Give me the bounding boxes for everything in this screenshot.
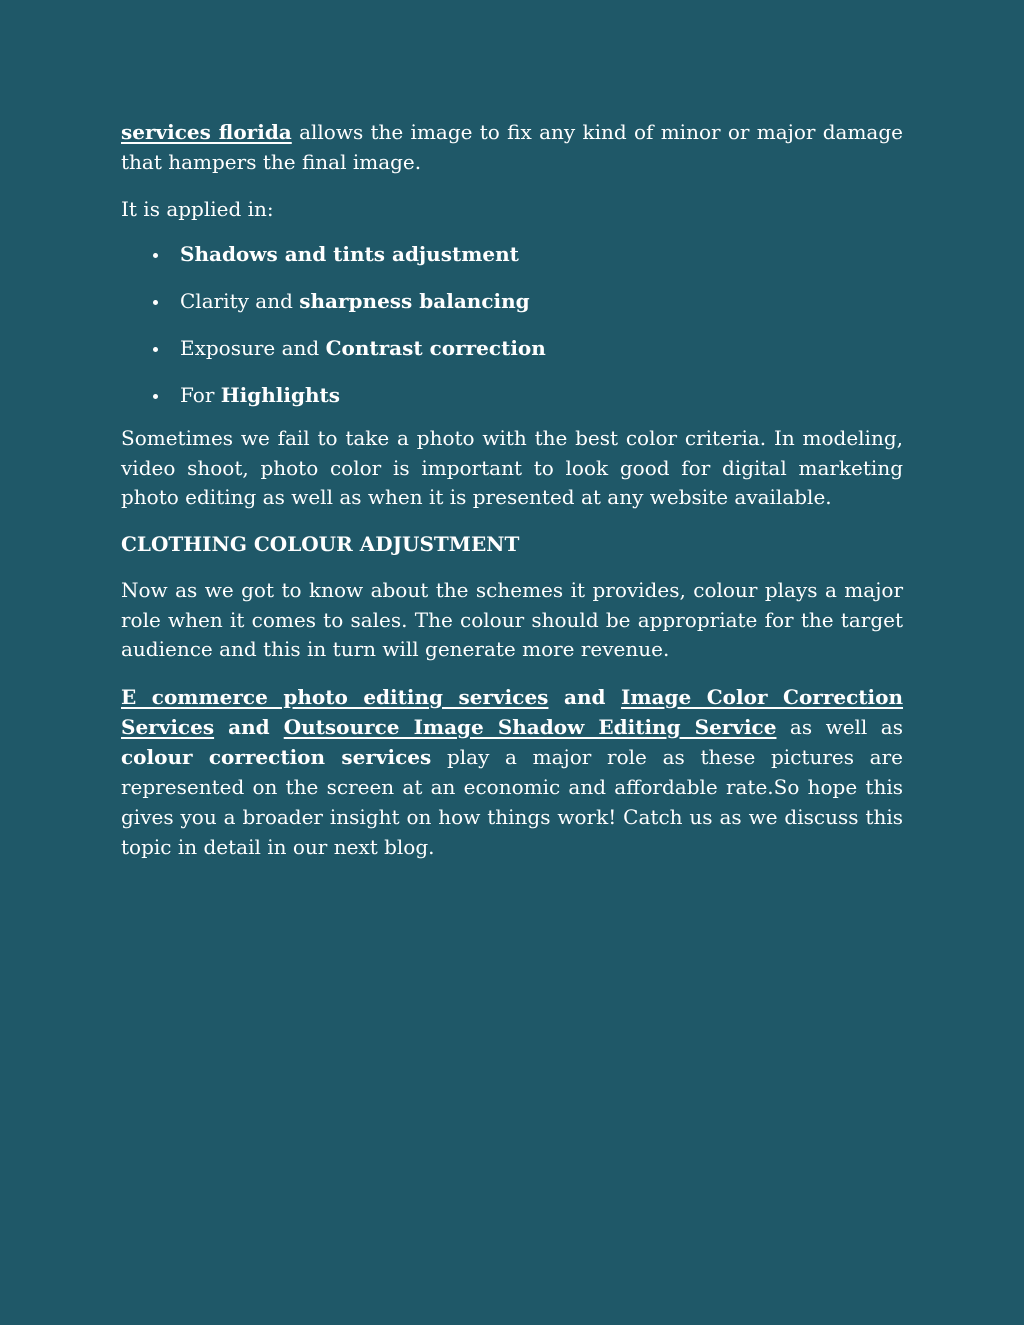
list-item-prefix: Clarity and	[180, 288, 300, 313]
and-text: and	[214, 714, 284, 739]
list-item	[121, 381, 903, 411]
schemes-paragraph: Now as we got to know about the schemes it provides, colour plays a major role when it comes to sales. The colour should be appropriate for the target audience and this in turn will generate more revenue.	[121, 578, 903, 661]
list-item	[121, 334, 903, 364]
ecommerce-photo-editing-link[interactable]: E commerce photo editing services	[121, 684, 549, 709]
list-item-bold: Shadows and tints adjustment	[180, 241, 519, 266]
services-florida-link[interactable]: services florida	[121, 120, 292, 144]
intro-text: It is applied in:	[121, 197, 274, 221]
color-criteria-paragraph: Sometimes we fail to take a photo with the best color criteria. In modeling, video shoot, photo color is important to look good for digital marketing photo editing as well as when it is presented at any website available.	[121, 426, 903, 509]
shadow-editing-service-link[interactable]: Outsource Image Shadow Editing Service	[283, 714, 777, 739]
list-item-bold: sharpness balancing	[299, 288, 530, 313]
list-item	[121, 240, 903, 270]
and-text: and	[548, 684, 622, 709]
list-item-prefix: Exposure and	[180, 335, 326, 360]
services-paragraph	[121, 682, 903, 862]
closing-text: play a major role as these pictures are represented on the screen at an economic and affordable rate.So hope this gives you a broader insight on how things work! Catch us as we discuss this topic in detail in our next blog.	[121, 744, 903, 859]
document-page	[121, 118, 903, 862]
mid-text: as well as	[776, 714, 903, 739]
lead-text: allows the image to fix any kind of minor or major damage that hampers the final image.	[121, 120, 903, 174]
colour-correction-bold: colour correction services	[121, 744, 432, 769]
list-item-bold: Highlights	[220, 382, 340, 407]
list-item	[121, 287, 903, 317]
list-item-prefix: For	[180, 382, 221, 407]
lead-paragraph	[121, 118, 903, 177]
section-heading: CLOTHING COLOUR ADJUSTMENT	[121, 531, 520, 556]
applied-list	[121, 240, 903, 411]
list-item-bold: Contrast correction	[325, 335, 546, 360]
image-color-correction-link[interactable]: Image Color Correction Services	[121, 684, 903, 739]
